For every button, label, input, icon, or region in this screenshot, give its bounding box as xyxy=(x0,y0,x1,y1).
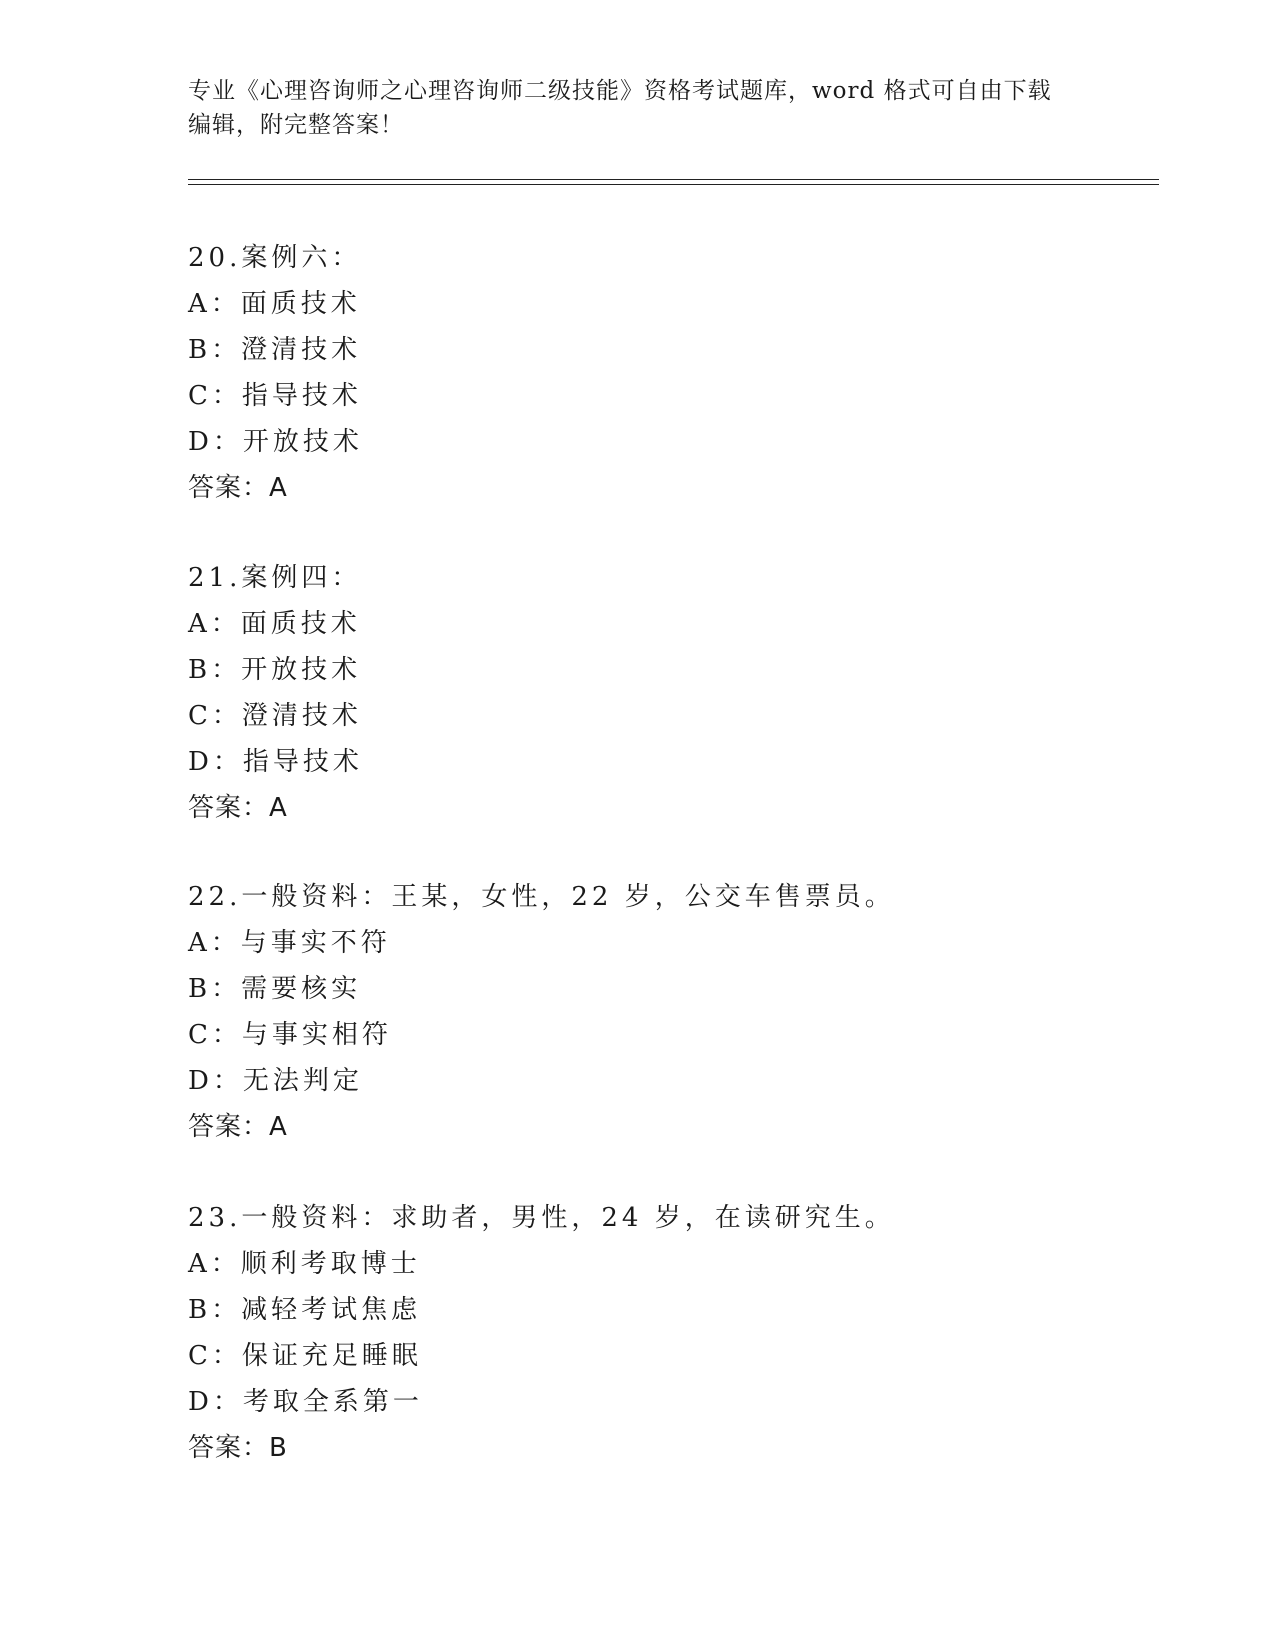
answer: 答案：A xyxy=(188,473,288,503)
document-header xyxy=(188,74,1088,142)
question-23 xyxy=(188,1195,1188,1471)
question-20 xyxy=(188,235,1188,511)
option-b: B：需要核实 xyxy=(188,974,362,1004)
option-d: D：指导技术 xyxy=(188,747,363,777)
option-c: C：澄清技术 xyxy=(188,701,362,731)
question-22 xyxy=(188,874,1188,1150)
answer: 答案：A xyxy=(188,1112,288,1142)
option-b: B：澄清技术 xyxy=(188,335,362,365)
answer: 答案：A xyxy=(188,793,288,823)
option-c: C：与事实相符 xyxy=(188,1020,392,1050)
option-a: A：面质技术 xyxy=(188,609,361,639)
option-d: D：考取全系第一 xyxy=(188,1387,423,1417)
question-21 xyxy=(188,555,1188,831)
question-stem: 21.案例四： xyxy=(188,563,362,593)
option-b: B：开放技术 xyxy=(188,655,362,685)
header-line-2: 编辑，附完整答案！ xyxy=(188,112,404,138)
header-divider-bottom xyxy=(188,184,1159,185)
option-a: A：顺利考取博士 xyxy=(188,1249,421,1279)
option-c: C：指导技术 xyxy=(188,381,362,411)
question-stem: 20.案例六： xyxy=(188,243,362,273)
option-a: A：与事实不符 xyxy=(188,928,391,958)
header-divider-top xyxy=(188,179,1159,180)
option-d: D：开放技术 xyxy=(188,427,363,457)
question-stem: 22.一般资料：王某，女性，22 岁，公交车售票员。 xyxy=(188,882,895,912)
option-a: A：面质技术 xyxy=(188,289,361,319)
question-stem: 23.一般资料：求助者，男性，24 岁，在读研究生。 xyxy=(188,1203,895,1233)
option-b: B：减轻考试焦虑 xyxy=(188,1295,422,1325)
option-c: C：保证充足睡眠 xyxy=(188,1341,422,1371)
header-line-1: 专业《心理咨询师之心理咨询师二级技能》资格考试题库，word 格式可自由下载 xyxy=(188,78,1052,104)
answer: 答案：B xyxy=(188,1433,288,1463)
option-d: D：无法判定 xyxy=(188,1066,363,1096)
